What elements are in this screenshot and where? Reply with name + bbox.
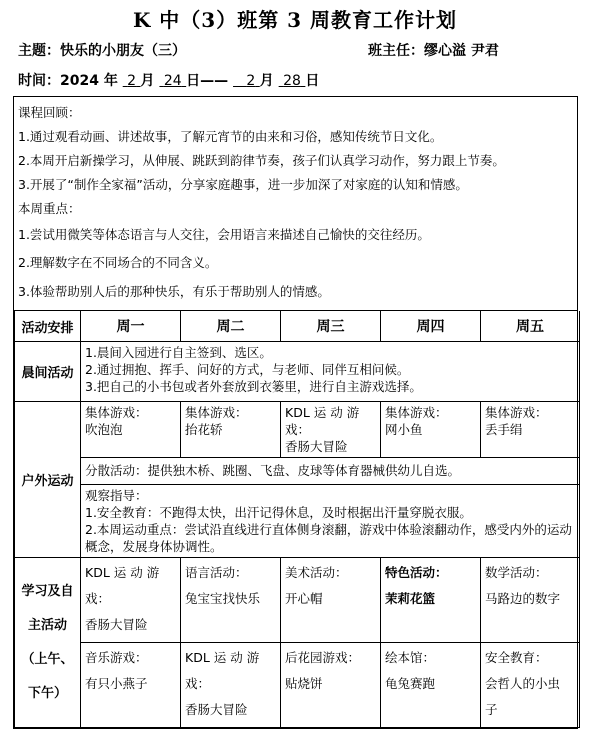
- day-char: 日: [305, 73, 320, 89]
- morning-content: [81, 342, 580, 402]
- review-item: 2.本周开启新操学习，从伸展、跳跃到韵律节奏，孩子们认真学习动作，努力跟上节奏。: [18, 153, 505, 168]
- focus-item: 3.体验帮助别人后的那种快乐，有乐于帮助别人的情感。: [18, 284, 330, 299]
- end-day: 28: [283, 73, 301, 89]
- study-row-2: [15, 643, 580, 728]
- review-heading: 课程回顾：: [18, 105, 81, 120]
- study-thu-am: 特色活动： 茉莉花篮: [381, 558, 481, 643]
- observe-heading: 观察指导：: [85, 488, 148, 503]
- review-section: [14, 97, 577, 311]
- corner-label: 活动安排: [15, 311, 81, 342]
- day-thu: 周四: [381, 311, 481, 342]
- outdoor-game-tue: 集体游戏： 抬花轿: [181, 402, 281, 458]
- plan-document: [13, 96, 578, 729]
- study-row-1: [15, 558, 580, 643]
- observe-item: 1.安全教育：不跑得太快，出汗记得休息，及时根据出汗量穿脱衣服。: [85, 505, 472, 520]
- end-month: 2: [246, 73, 256, 89]
- morning-line: 2.通过拥抱、挥手、问好的方式，与老师、同伴互相问候。: [85, 362, 410, 377]
- schedule-table: [14, 311, 580, 728]
- study-tue-am: 语言活动： 兔宝宝找快乐: [181, 558, 281, 643]
- study-mon-am: KDL 运 动 游 戏： 香肠大冒险: [81, 558, 181, 643]
- outdoor-game-thu: 集体游戏： 网小鱼: [381, 402, 481, 458]
- time-prefix: 时间：2024 年: [18, 73, 118, 89]
- review-item: 3.开展了“制作全家福”活动，分享家庭趣事，进一步加深了对家庭的认知和情感。: [18, 177, 468, 192]
- start-day: 24: [163, 73, 182, 89]
- focus-item: 2.理解数字在不同场合的不同含义。: [18, 255, 218, 270]
- month-char-1: 月: [140, 73, 155, 89]
- review-item: 1.通过观看动画、讲述故事，了解元宵节的由来和习俗，感知传统节日文化。: [18, 129, 443, 144]
- morning-line: 1.晨间入园进行自主签到、选区。: [85, 345, 272, 360]
- start-month: 2: [127, 73, 137, 89]
- study-label: 学习及自 主活动 （上午、 下午）: [15, 558, 81, 728]
- study-tue-pm: KDL 运 动 游 戏： 香肠大冒险: [181, 643, 281, 728]
- date-dash: 日——: [186, 73, 229, 89]
- study-wed-am: 美术活动： 开心帽: [281, 558, 381, 643]
- outdoor-game-mon: 集体游戏： 吹泡泡: [81, 402, 181, 458]
- morning-line: 3.把自己的小书包或者外套放到衣篓里，进行自主游戏选择。: [85, 379, 422, 394]
- focus-item: 1.尝试用微笑等体态语言与人交往，会用语言来描述自己愉快的交往经历。: [18, 227, 430, 242]
- day-tue: 周二: [181, 311, 281, 342]
- study-fri-pm: 安全教育： 会哲人的小虫 子: [481, 643, 580, 728]
- day-header-row: [15, 311, 580, 342]
- theme-label: 主题：快乐的小朋友（三）: [18, 43, 186, 59]
- day-mon: 周一: [81, 311, 181, 342]
- observe-item: 2.本周运动重点：尝试沿直线进行直体侧身滚翻，游戏中体验滚翻动作，感受内外的运动概念，发展身体协调性。: [85, 522, 572, 554]
- observe-guidance: [81, 485, 580, 558]
- outdoor-label: 户外运动: [15, 402, 81, 558]
- outdoor-split-row: [15, 458, 580, 485]
- morning-row: [15, 342, 580, 402]
- study-wed-pm: 后花园游戏： 贴烧饼: [281, 643, 381, 728]
- study-mon-pm: 音乐游戏： 有只小燕子: [81, 643, 181, 728]
- page-title: K 中（3）班第 3 周教育工作计划: [132, 8, 458, 32]
- split-activity: 分散活动：提供独木桥、跳圈、飞盘、皮球等体育器械供幼儿自选。: [81, 458, 580, 485]
- day-fri: 周五: [481, 311, 580, 342]
- study-thu-pm: 绘本馆： 龟兔赛跑: [381, 643, 481, 728]
- outdoor-observe-row: [15, 485, 580, 558]
- outdoor-game-fri: 集体游戏： 丢手绢: [481, 402, 580, 458]
- month-char-2: 月: [259, 73, 274, 89]
- teacher-label: 班主任：缪心溢 尹君: [368, 43, 499, 59]
- day-wed: 周三: [281, 311, 381, 342]
- morning-label: 晨间活动: [15, 342, 81, 402]
- study-fri-am: 数学活动： 马路边的数字: [481, 558, 580, 643]
- outdoor-games-row: [15, 402, 580, 458]
- focus-heading: 本周重点：: [18, 201, 81, 216]
- outdoor-game-wed: KDL 运 动 游 戏： 香肠大冒险: [281, 402, 381, 458]
- date-range: [18, 70, 319, 90]
